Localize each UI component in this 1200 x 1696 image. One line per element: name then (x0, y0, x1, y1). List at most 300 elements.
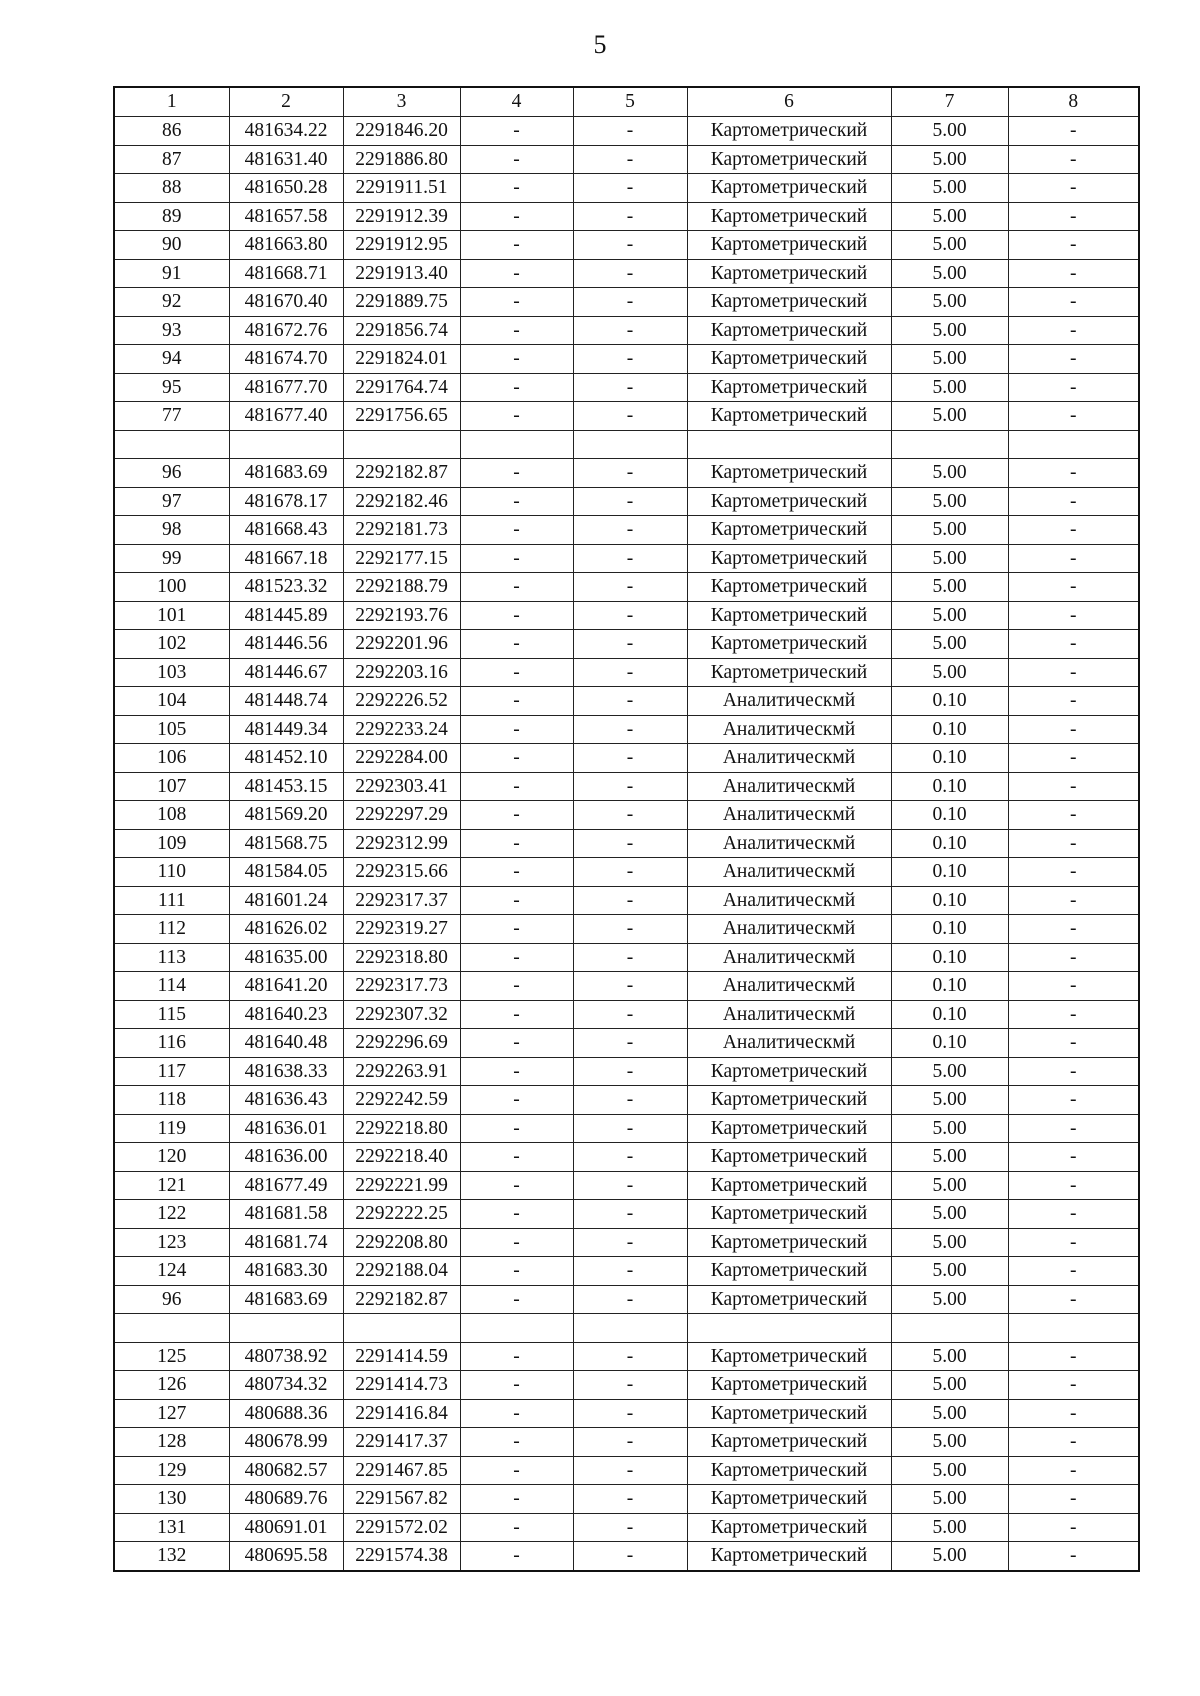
cell-col-1: 86 (114, 117, 229, 146)
table-row (114, 259, 1139, 288)
cell-col-3: 2292208.80 (343, 1228, 460, 1257)
cell-col-2: 481523.32 (229, 573, 343, 602)
cell-col-8: - (1008, 1200, 1139, 1229)
cell-col-6: Аналитическмй (687, 858, 891, 887)
cell-col-8: - (1008, 288, 1139, 317)
cell-col-6: Аналитическмй (687, 943, 891, 972)
cell-col-7: 5.00 (891, 516, 1008, 545)
cell-col-3: 2291567.82 (343, 1485, 460, 1514)
cell-col-6: Аналитическмй (687, 801, 891, 830)
cell-col-1: 96 (114, 459, 229, 488)
cell-col-7: 5.00 (891, 459, 1008, 488)
cell-col-2: 481678.17 (229, 487, 343, 516)
cell-col-5: - (573, 972, 687, 1001)
cell-col-7: 5.00 (891, 1399, 1008, 1428)
cell-col-1: 107 (114, 772, 229, 801)
cell-col-4: - (460, 1143, 573, 1172)
cell-col-3: 2291764.74 (343, 373, 460, 402)
cell-col-6: Картометрический (687, 288, 891, 317)
cell-col-7: 5.00 (891, 1428, 1008, 1457)
cell-col-8: - (1008, 601, 1139, 630)
cell-col-8: - (1008, 1143, 1139, 1172)
cell-col-5: - (573, 174, 687, 203)
cell-col-3: 2292303.41 (343, 772, 460, 801)
cell-col-2: 480678.99 (229, 1428, 343, 1457)
column-header-7: 7 (891, 87, 1008, 117)
cell-col-8: - (1008, 1456, 1139, 1485)
cell-col-5 (573, 430, 687, 459)
cell-col-7: 5.00 (891, 345, 1008, 374)
cell-col-5: - (573, 744, 687, 773)
cell-col-1: 121 (114, 1171, 229, 1200)
cell-col-5: - (573, 772, 687, 801)
cell-col-4: - (460, 1342, 573, 1371)
cell-col-8: - (1008, 1342, 1139, 1371)
cell-col-7: 0.10 (891, 886, 1008, 915)
cell-col-2: 481681.58 (229, 1200, 343, 1229)
cell-col-4: - (460, 1057, 573, 1086)
cell-col-4: - (460, 402, 573, 431)
cell-col-3: 2291911.51 (343, 174, 460, 203)
cell-col-4: - (460, 516, 573, 545)
cell-col-8: - (1008, 630, 1139, 659)
cell-col-5: - (573, 1057, 687, 1086)
cell-col-5: - (573, 573, 687, 602)
cell-col-3: 2292218.80 (343, 1114, 460, 1143)
cell-col-7: 5.00 (891, 1456, 1008, 1485)
cell-col-8: - (1008, 1428, 1139, 1457)
cell-col-6: Картометрический (687, 1228, 891, 1257)
cell-col-3: 2292182.87 (343, 1285, 460, 1314)
cell-col-5: - (573, 1114, 687, 1143)
cell-col-5: - (573, 1371, 687, 1400)
cell-col-5: - (573, 288, 687, 317)
cell-col-7: 5.00 (891, 658, 1008, 687)
table-row (114, 288, 1139, 317)
cell-col-7: 0.10 (891, 829, 1008, 858)
cell-col-4: - (460, 1257, 573, 1286)
cell-col-2: 480734.32 (229, 1371, 343, 1400)
cell-col-5: - (573, 1029, 687, 1058)
cell-col-7: 5.00 (891, 1171, 1008, 1200)
cell-col-1: 90 (114, 231, 229, 260)
cell-col-6: Картометрический (687, 544, 891, 573)
cell-col-3: 2292222.25 (343, 1200, 460, 1229)
cell-col-7: 5.00 (891, 1200, 1008, 1229)
cell-col-5: - (573, 373, 687, 402)
cell-col-1: 101 (114, 601, 229, 630)
cell-col-6: Картометрический (687, 402, 891, 431)
table-row (114, 459, 1139, 488)
cell-col-2: 481677.70 (229, 373, 343, 402)
cell-col-5: - (573, 231, 687, 260)
cell-col-8 (1008, 430, 1139, 459)
cell-col-6: Аналитическмй (687, 972, 891, 1001)
cell-col-4: - (460, 1513, 573, 1542)
cell-col-6: Картометрический (687, 202, 891, 231)
cell-col-3: 2291414.73 (343, 1371, 460, 1400)
cell-col-3: 2291414.59 (343, 1342, 460, 1371)
cell-col-4: - (460, 858, 573, 887)
cell-col-6: Картометрический (687, 373, 891, 402)
cell-col-2: 481683.30 (229, 1257, 343, 1286)
table-row (114, 972, 1139, 1001)
cell-col-4: - (460, 544, 573, 573)
cell-col-1: 108 (114, 801, 229, 830)
cell-col-1: 111 (114, 886, 229, 915)
cell-col-7: 5.00 (891, 630, 1008, 659)
cell-col-6: Картометрический (687, 1171, 891, 1200)
cell-col-3: 2292218.40 (343, 1143, 460, 1172)
cell-col-2 (229, 430, 343, 459)
cell-col-1: 102 (114, 630, 229, 659)
cell-col-7: 0.10 (891, 687, 1008, 716)
table-row (114, 1200, 1139, 1229)
cell-col-7: 5.00 (891, 402, 1008, 431)
cell-col-4: - (460, 687, 573, 716)
cell-col-8: - (1008, 1228, 1139, 1257)
cell-col-4: - (460, 630, 573, 659)
cell-col-7: 5.00 (891, 202, 1008, 231)
table-row (114, 145, 1139, 174)
cell-col-3: 2291417.37 (343, 1428, 460, 1457)
cell-col-3: 2291416.84 (343, 1399, 460, 1428)
cell-col-3: 2292297.29 (343, 801, 460, 830)
cell-col-7: 5.00 (891, 1513, 1008, 1542)
cell-col-3: 2291824.01 (343, 345, 460, 374)
separator-row (114, 430, 1139, 459)
cell-col-3: 2291886.80 (343, 145, 460, 174)
cell-col-2: 481677.40 (229, 402, 343, 431)
cell-col-8: - (1008, 1029, 1139, 1058)
cell-col-8: - (1008, 1371, 1139, 1400)
table-row (114, 687, 1139, 716)
cell-col-1: 97 (114, 487, 229, 516)
cell-col-8: - (1008, 487, 1139, 516)
cell-col-4: - (460, 1114, 573, 1143)
table-row (114, 231, 1139, 260)
cell-col-5: - (573, 345, 687, 374)
cell-col-1: 87 (114, 145, 229, 174)
cell-col-6: Картометрический (687, 601, 891, 630)
cell-col-3: 2292307.32 (343, 1000, 460, 1029)
cell-col-5: - (573, 658, 687, 687)
column-header-1: 1 (114, 87, 229, 117)
cell-col-2: 480738.92 (229, 1342, 343, 1371)
cell-col-2: 481683.69 (229, 1285, 343, 1314)
cell-col-7: 5.00 (891, 1342, 1008, 1371)
table-row (114, 1542, 1139, 1571)
cell-col-8: - (1008, 886, 1139, 915)
cell-col-7 (891, 1314, 1008, 1343)
cell-col-4: - (460, 1086, 573, 1115)
table-row (114, 1371, 1139, 1400)
cell-col-6: Картометрический (687, 573, 891, 602)
cell-col-6: Картометрический (687, 1542, 891, 1571)
cell-col-4: - (460, 145, 573, 174)
cell-col-5: - (573, 1399, 687, 1428)
table-row (114, 801, 1139, 830)
cell-col-6: Картометрический (687, 459, 891, 488)
cell-col-7: 5.00 (891, 259, 1008, 288)
cell-col-8: - (1008, 1257, 1139, 1286)
cell-col-2: 480689.76 (229, 1485, 343, 1514)
cell-col-3: 2292242.59 (343, 1086, 460, 1115)
cell-col-6: Картометрический (687, 1285, 891, 1314)
column-header-4: 4 (460, 87, 573, 117)
cell-col-5: - (573, 145, 687, 174)
table-row (114, 943, 1139, 972)
cell-col-2: 481681.74 (229, 1228, 343, 1257)
cell-col-1: 93 (114, 316, 229, 345)
cell-col-4: - (460, 772, 573, 801)
cell-col-3: 2292188.79 (343, 573, 460, 602)
cell-col-4: - (460, 202, 573, 231)
cell-col-1: 128 (114, 1428, 229, 1457)
table-row (114, 1114, 1139, 1143)
table-row (114, 858, 1139, 887)
cell-col-8: - (1008, 1485, 1139, 1514)
cell-col-3: 2292226.52 (343, 687, 460, 716)
cell-col-8: - (1008, 1057, 1139, 1086)
cell-col-4: - (460, 715, 573, 744)
table-row (114, 601, 1139, 630)
cell-col-1: 124 (114, 1257, 229, 1286)
cell-col-8: - (1008, 1171, 1139, 1200)
cell-col-6: Картометрический (687, 145, 891, 174)
cell-col-2: 481634.22 (229, 117, 343, 146)
cell-col-4: - (460, 345, 573, 374)
cell-col-6: Картометрический (687, 1513, 891, 1542)
cell-col-8: - (1008, 1114, 1139, 1143)
cell-col-7: 0.10 (891, 801, 1008, 830)
table-row (114, 744, 1139, 773)
cell-col-2: 481445.89 (229, 601, 343, 630)
cell-col-3: 2292315.66 (343, 858, 460, 887)
cell-col-7: 5.00 (891, 1228, 1008, 1257)
cell-col-7: 0.10 (891, 915, 1008, 944)
cell-col-1: 92 (114, 288, 229, 317)
cell-col-4: - (460, 1171, 573, 1200)
cell-col-8: - (1008, 915, 1139, 944)
cell-col-7: 5.00 (891, 1257, 1008, 1286)
cell-col-5: - (573, 1428, 687, 1457)
cell-col-8: - (1008, 544, 1139, 573)
cell-col-2: 481449.34 (229, 715, 343, 744)
cell-col-8: - (1008, 573, 1139, 602)
table-row (114, 886, 1139, 915)
cell-col-1: 106 (114, 744, 229, 773)
cell-col-1: 125 (114, 1342, 229, 1371)
table-row (114, 1428, 1139, 1457)
cell-col-1 (114, 430, 229, 459)
table-header-row (114, 87, 1139, 117)
cell-col-2: 481668.43 (229, 516, 343, 545)
cell-col-6: Аналитическмй (687, 744, 891, 773)
cell-col-4: - (460, 1228, 573, 1257)
cell-col-1: 110 (114, 858, 229, 887)
cell-col-6: Картометрический (687, 1114, 891, 1143)
cell-col-7: 5.00 (891, 1485, 1008, 1514)
cell-col-2: 480691.01 (229, 1513, 343, 1542)
cell-col-2: 481631.40 (229, 145, 343, 174)
cell-col-2: 480682.57 (229, 1456, 343, 1485)
cell-col-6: Аналитическмй (687, 687, 891, 716)
cell-col-8: - (1008, 1513, 1139, 1542)
column-header-3: 3 (343, 87, 460, 117)
cell-col-5: - (573, 1542, 687, 1571)
cell-col-4: - (460, 459, 573, 488)
table-row (114, 1513, 1139, 1542)
cell-col-8: - (1008, 316, 1139, 345)
cell-col-2 (229, 1314, 343, 1343)
cell-col-2: 480688.36 (229, 1399, 343, 1428)
cell-col-4: - (460, 1485, 573, 1514)
cell-col-1: 105 (114, 715, 229, 744)
cell-col-2: 481657.58 (229, 202, 343, 231)
cell-col-6: Картометрический (687, 487, 891, 516)
column-header-2: 2 (229, 87, 343, 117)
cell-col-8: - (1008, 117, 1139, 146)
cell-col-7: 0.10 (891, 1029, 1008, 1058)
cell-col-1 (114, 1314, 229, 1343)
cell-col-6: Аналитическмй (687, 829, 891, 858)
cell-col-7: 5.00 (891, 1114, 1008, 1143)
cell-col-4: - (460, 1000, 573, 1029)
separator-row (114, 1314, 1139, 1343)
cell-col-8: - (1008, 715, 1139, 744)
cell-col-3 (343, 1314, 460, 1343)
cell-col-1: 103 (114, 658, 229, 687)
cell-col-1: 129 (114, 1456, 229, 1485)
cell-col-2: 481663.80 (229, 231, 343, 260)
cell-col-2: 481569.20 (229, 801, 343, 830)
cell-col-5: - (573, 943, 687, 972)
cell-col-6: Аналитическмй (687, 1000, 891, 1029)
cell-col-6: Картометрический (687, 516, 891, 545)
cell-col-7: 5.00 (891, 288, 1008, 317)
cell-col-5: - (573, 1000, 687, 1029)
cell-col-7: 5.00 (891, 1371, 1008, 1400)
cell-col-8: - (1008, 231, 1139, 260)
cell-col-7: 5.00 (891, 1542, 1008, 1571)
cell-col-8: - (1008, 658, 1139, 687)
cell-col-4: - (460, 174, 573, 203)
column-header-8: 8 (1008, 87, 1139, 117)
cell-col-7: 0.10 (891, 943, 1008, 972)
cell-col-1: 132 (114, 1542, 229, 1571)
table-row (114, 544, 1139, 573)
cell-col-1: 120 (114, 1143, 229, 1172)
cell-col-5: - (573, 630, 687, 659)
cell-col-7: 5.00 (891, 573, 1008, 602)
cell-col-7: 0.10 (891, 858, 1008, 887)
cell-col-1: 89 (114, 202, 229, 231)
cell-col-3: 2291889.75 (343, 288, 460, 317)
table-row (114, 345, 1139, 374)
table-row (114, 630, 1139, 659)
cell-col-4 (460, 430, 573, 459)
cell-col-4: - (460, 373, 573, 402)
cell-col-1: 96 (114, 1285, 229, 1314)
cell-col-8: - (1008, 801, 1139, 830)
cell-col-1: 99 (114, 544, 229, 573)
cell-col-6: Картометрический (687, 1485, 891, 1514)
cell-col-4 (460, 1314, 573, 1343)
cell-col-1: 77 (114, 402, 229, 431)
cell-col-6: Картометрический (687, 174, 891, 203)
cell-col-3 (343, 430, 460, 459)
cell-col-5: - (573, 1342, 687, 1371)
cell-col-2: 481667.18 (229, 544, 343, 573)
table-row (114, 573, 1139, 602)
cell-col-5: - (573, 402, 687, 431)
cell-col-6: Картометрический (687, 1200, 891, 1229)
cell-col-4: - (460, 1285, 573, 1314)
table-row (114, 1029, 1139, 1058)
table-row (114, 202, 1139, 231)
cell-col-5: - (573, 715, 687, 744)
table-row (114, 516, 1139, 545)
cell-col-3: 2292296.69 (343, 1029, 460, 1058)
cell-col-5: - (573, 117, 687, 146)
cell-col-5: - (573, 544, 687, 573)
cell-col-2: 481638.33 (229, 1057, 343, 1086)
cell-col-6: Картометрический (687, 1456, 891, 1485)
cell-col-8: - (1008, 259, 1139, 288)
cell-col-2: 481640.23 (229, 1000, 343, 1029)
table-row (114, 1086, 1139, 1115)
cell-col-3: 2292182.87 (343, 459, 460, 488)
cell-col-7: 0.10 (891, 744, 1008, 773)
column-header-5: 5 (573, 87, 687, 117)
cell-col-5: - (573, 1513, 687, 1542)
cell-col-1: 115 (114, 1000, 229, 1029)
cell-col-5: - (573, 202, 687, 231)
cell-col-4: - (460, 886, 573, 915)
cell-col-2: 481670.40 (229, 288, 343, 317)
cell-col-1: 122 (114, 1200, 229, 1229)
cell-col-2: 481668.71 (229, 259, 343, 288)
cell-col-1: 113 (114, 943, 229, 972)
cell-col-1: 95 (114, 373, 229, 402)
cell-col-4: - (460, 316, 573, 345)
cell-col-5 (573, 1314, 687, 1343)
cell-col-2: 481677.49 (229, 1171, 343, 1200)
cell-col-3: 2292182.46 (343, 487, 460, 516)
cell-col-6 (687, 1314, 891, 1343)
cell-col-6: Аналитическмй (687, 886, 891, 915)
cell-col-3: 2292203.16 (343, 658, 460, 687)
cell-col-7: 5.00 (891, 231, 1008, 260)
cell-col-4: - (460, 1542, 573, 1571)
cell-col-2: 481635.00 (229, 943, 343, 972)
cell-col-7: 5.00 (891, 544, 1008, 573)
cell-col-6: Картометрический (687, 345, 891, 374)
cell-col-5: - (573, 1228, 687, 1257)
cell-col-8: - (1008, 744, 1139, 773)
cell-col-2: 481636.43 (229, 1086, 343, 1115)
cell-col-7: 0.10 (891, 972, 1008, 1001)
cell-col-3: 2291756.65 (343, 402, 460, 431)
cell-col-6: Картометрический (687, 1143, 891, 1172)
cell-col-5: - (573, 316, 687, 345)
table-row (114, 487, 1139, 516)
cell-col-4: - (460, 231, 573, 260)
cell-col-7: 5.00 (891, 117, 1008, 146)
cell-col-8: - (1008, 943, 1139, 972)
table-row (114, 373, 1139, 402)
